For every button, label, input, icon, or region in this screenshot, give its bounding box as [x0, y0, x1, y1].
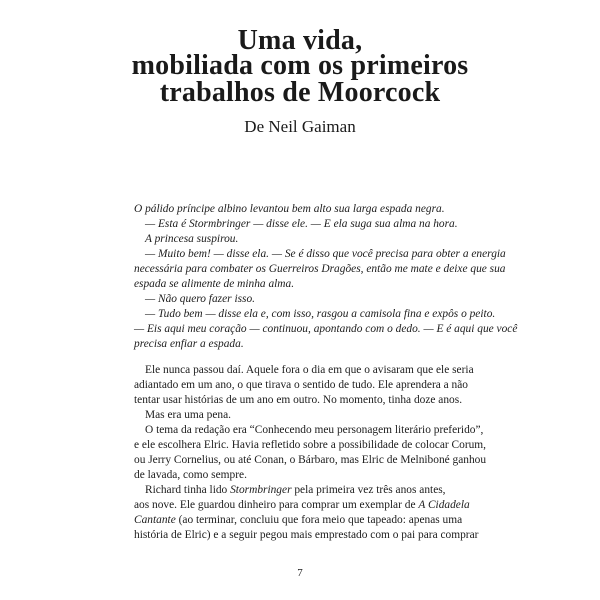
body-line: de lavada, como sempre.: [134, 469, 247, 481]
body-text-run: (ao terminar, concluiu que fora meio que tapeado: apenas uma: [175, 514, 463, 526]
author-byline: De Neil Gaiman: [244, 117, 356, 136]
book-title-stormbringer: Stormbringer: [230, 484, 292, 496]
body-line: história de Elric) e a seguir pegou mais emprestado com o pai para comprar: [134, 529, 479, 541]
epigraph-line: A princesa suspirou.: [145, 233, 239, 245]
epigraph-line: espada se alimente de minha alma.: [134, 278, 295, 290]
body-text-run: pela primeira vez três anos antes,: [291, 484, 446, 496]
body-text: [134, 363, 487, 543]
body-line: Ele nunca passou daí. Aquele fora o dia em que o avisaram que ele seria: [145, 364, 474, 376]
chapter-title-line-1: Uma vida,: [237, 25, 363, 56]
epigraph-line: necessária para combater os Guerreiros Dragões, então me mate e deixe que sua: [134, 263, 506, 275]
epigraph-line: — Tudo bem — disse ela e, com isso, rasgou a camisola fina e expôs o peito.: [145, 308, 496, 320]
epigraph-line: precisa enfiar a espada.: [134, 338, 244, 350]
epigraph-line: — Esta é Stormbringer — disse ele. — E ela suga sua alma na hora.: [145, 218, 458, 230]
body-text-run: aos nove. Ele guardou dinheiro para comprar um exemplar de: [134, 499, 419, 511]
epigraph-line: O pálido príncipe albino levantou bem alto sua larga espada negra.: [134, 203, 445, 215]
epigraph-line: — Muito bem! — disse ela. — Se é disso que você precisa para obter a energia: [145, 248, 506, 260]
body-line: tentar usar histórias de um ano em outro. No momento, tinha doze anos.: [134, 394, 463, 406]
italic-epigraph: [134, 202, 518, 352]
body-line: ou Jerry Cornelius, ou até Conan, o Bárbaro, mas Elric de Melniboné ganhou: [134, 454, 487, 466]
body-text-run: Richard tinha lido: [145, 484, 231, 496]
chapter-title-line-2: mobiliada com os primeiros: [131, 50, 469, 81]
book-title-cidadela: A Cidadela: [418, 499, 470, 511]
book-title-cantante: Cantante: [134, 514, 176, 526]
page-number: 7: [297, 567, 303, 579]
body-line: Mas era uma pena.: [145, 409, 232, 421]
body-line: e ele escolhera Elric. Havia refletido sobre a possibilidade de colocar Corum,: [134, 439, 487, 451]
epigraph-line: — Eis aqui meu coração — continuou, apontando com o dedo. — E é aqui que você: [134, 323, 518, 335]
body-line: [134, 483, 474, 498]
body-line: adiantado em um ano, o que tirava o sentido de tudo. Ele aprendera a não: [134, 379, 469, 391]
body-line: [134, 498, 474, 513]
epigraph-line: — Não quero fazer isso.: [145, 293, 256, 305]
body-line: O tema da redação era “Conhecendo meu personagem literário preferido”,: [145, 424, 484, 436]
chapter-title-line-3: trabalhos de Moorcock: [159, 77, 441, 108]
body-line: [134, 513, 474, 528]
